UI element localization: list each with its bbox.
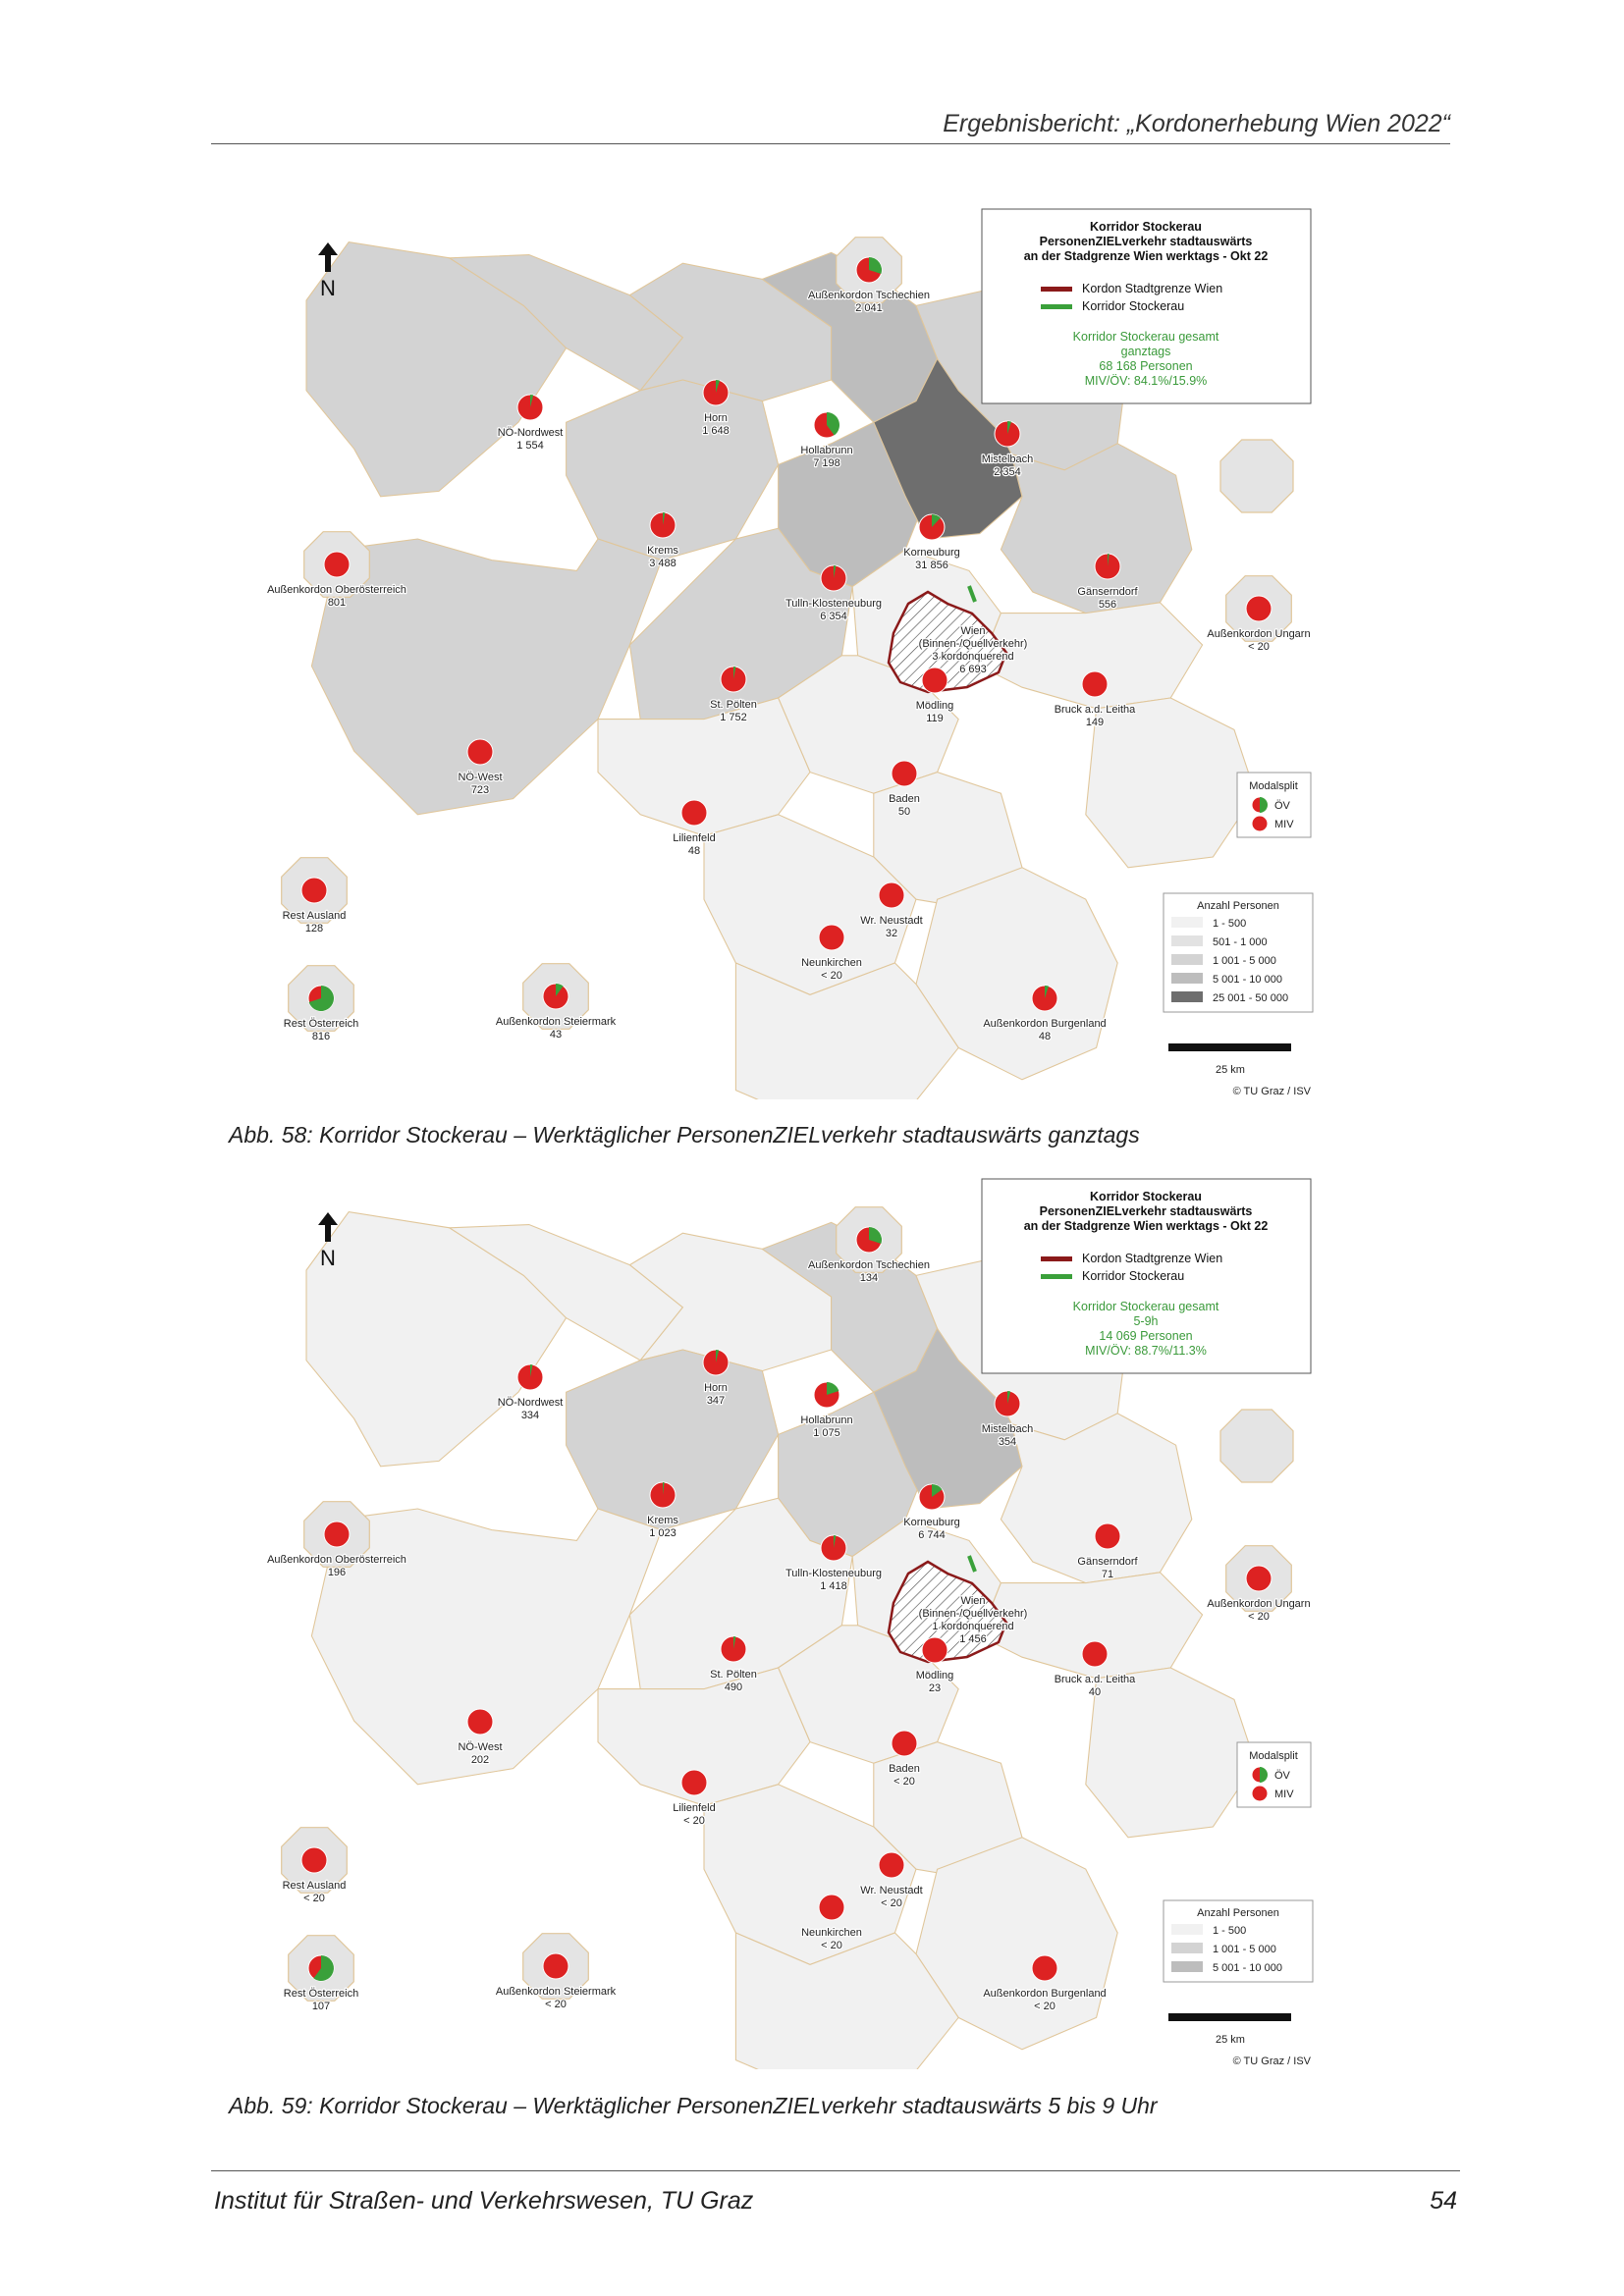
region-name: Baden [889,793,920,805]
legend-title-line: PersonenZIELverkehr stadtauswärts [1039,235,1253,248]
district-ungarn [1086,1668,1256,1838]
region-value: 134 [859,1272,879,1284]
region-name: Lilienfeld [673,832,716,844]
legend-total-line: 14 069 Personen [1099,1329,1193,1343]
modal-pie-13 [1082,1641,1108,1667]
modalsplit-miv-label: MIV [1274,819,1294,830]
anzahl-title: Anzahl Personen [1197,1907,1279,1919]
region-name: NÖ-West [458,1741,503,1753]
modal-pie-22 [1032,986,1057,1011]
region-name: Hollabrunn [800,445,853,456]
region-name: NÖ-Nordwest [497,1397,564,1409]
region-name: Außenkordon Burgenland [983,1018,1107,1030]
wien-label-line: 1 kordonquerend [932,1621,1014,1632]
region-name: Korneuburg [903,1517,960,1528]
scale-bar [1168,1043,1291,1051]
outer-cordon-octagon-empty [1220,440,1293,512]
region-value: < 20 [1248,1611,1270,1623]
anzahl-class-label: 25 001 - 50 000 [1213,992,1289,1004]
region-name: Bruck a.d. Leitha [1054,1674,1136,1685]
region-value: 1 418 [820,1580,847,1592]
footer-rule [211,2170,1460,2171]
modal-pie-4 [995,421,1020,447]
region-value: 119 [926,713,944,724]
anzahl-legend [1164,893,1313,1012]
modal-pie-15 [892,1731,917,1756]
title-legend [982,1179,1311,1373]
modal-pie-18 [879,882,904,908]
region-name: Mistelbach [981,1423,1034,1435]
legend-total-line: ganztags [1120,345,1171,358]
map-panel-5-9h [241,1171,1330,2069]
region-value: 71 [1101,1569,1114,1580]
region-value: < 20 [1034,2001,1056,2012]
anzahl-class-label: 1 - 500 [1213,1925,1247,1937]
modal-pie-2 [703,380,729,405]
modal-pie-19 [819,1895,844,1920]
region-name: St. Pölten [710,699,757,711]
modal-pie-20 [308,1955,334,1981]
region-name: Hollabrunn [800,1415,853,1426]
region-name: Rest Ausland [282,910,347,922]
anzahl-class-label: 5 001 - 10 000 [1213,1962,1282,1974]
legend-total-line: 68 168 Personen [1099,359,1193,373]
region-value: 1 554 [516,440,544,452]
modal-pie-11 [721,667,746,692]
region-name: Außenkordon Steiermark [495,1016,617,1028]
scale-label: 25 km [1216,2034,1245,2046]
modal-pie-14 [467,739,493,765]
modal-pie-0 [856,1227,882,1253]
legend-title-line: an der Stadgrenze Wien werktags - Okt 22 [1023,1219,1269,1233]
modal-pie-3 [814,412,839,438]
title-legend [982,209,1311,403]
modal-pie-17 [301,1847,327,1873]
region-value: 1 752 [720,712,747,723]
region-value: < 20 [1248,641,1270,653]
modal-pie-10 [1246,596,1272,621]
region-value: 2 041 [855,302,883,314]
modal-pie-8 [1095,554,1120,579]
modal-pie-22 [1032,1955,1057,1981]
region-name: Bruck a.d. Leitha [1054,704,1136,716]
modal-pie-16 [681,1770,707,1795]
modal-pie-6 [919,1484,945,1510]
outer-cordon-octagon-empty [1220,1410,1293,1482]
region-value: < 20 [821,1940,842,1951]
region-value: 50 [897,806,911,818]
anzahl-swatch [1171,935,1203,946]
legend-kordon-wien: Kordon Stadtgrenze Wien [1082,1252,1223,1265]
modal-pie-15 [892,761,917,786]
region-name: Baden [889,1763,920,1775]
copyright-label: © TU Graz / ISV [1232,1086,1311,1097]
region-value: 723 [470,784,490,796]
modalsplit-oev-symbol [1252,1767,1268,1783]
modalsplit-miv-symbol [1252,816,1268,831]
modal-pie-8 [1095,1523,1120,1549]
anzahl-swatch [1171,954,1203,965]
region-value: 354 [998,1436,1017,1448]
modal-pie-21 [543,1953,568,1979]
anzahl-swatch [1171,973,1203,984]
modal-pie-16 [681,800,707,826]
copyright-label: © TU Graz / ISV [1232,2056,1311,2067]
anzahl-class-label: 1 - 500 [1213,918,1247,930]
legend-kordon-stockerau: Korridor Stockerau [1082,1269,1185,1283]
modalsplit-title: Modalsplit [1249,1750,1298,1762]
scale-label: 25 km [1216,1064,1245,1076]
region-value: 490 [724,1682,743,1693]
legend-total-line: Korridor Stockerau gesamt [1072,1300,1219,1313]
north-label: N [320,1246,336,1270]
region-value: 48 [687,845,701,857]
modal-pie-0 [856,257,882,283]
region-value: 128 [304,923,324,934]
figure-caption-58: Abb. 58: Korridor Stockerau – Werktäglicher PersonenZIELverkehr stadtauswärts ganztags [229,1122,1140,1148]
region-value: 334 [520,1410,540,1421]
region-name: Rest Ausland [282,1880,347,1892]
modal-pie-3 [814,1382,839,1408]
region-value: 1 648 [702,425,730,437]
region-value: 556 [1098,599,1117,611]
region-value: 196 [327,1567,347,1578]
modal-pie-9 [324,552,350,577]
anzahl-swatch [1171,991,1203,1002]
region-name: Außenkordon Ungarn [1207,628,1311,640]
anzahl-class-label: 1 001 - 5 000 [1213,955,1276,967]
modal-pie-4 [995,1391,1020,1416]
region-value: < 20 [545,1999,567,2010]
modalsplit-oev-label: ÖV [1274,1770,1290,1782]
modal-pie-9 [324,1522,350,1547]
region-value: 107 [311,2001,331,2012]
region-name: Außenkordon Oberösterreich [267,1554,406,1566]
region-name: Außenkordon Tschechien [808,1259,930,1271]
modal-pie-5 [650,512,676,538]
region-name: St. Pölten [710,1669,757,1681]
modal-pie-12 [922,667,947,693]
region-value: 149 [1085,717,1105,728]
anzahl-swatch [1171,1943,1203,1953]
scale-bar [1168,2013,1291,2021]
region-name: Korneuburg [903,547,960,559]
region-value: < 20 [881,1897,902,1909]
region-value: < 20 [893,1776,915,1788]
modal-pie-20 [308,986,334,1011]
modal-pie-2 [703,1350,729,1375]
modal-pie-11 [721,1636,746,1662]
modal-pie-7 [821,565,846,591]
region-name: Neunkirchen [801,1927,862,1939]
region-value: 6 354 [820,611,847,622]
footer-institute: Institut für Straßen- und Verkehrswesen, TU Graz [214,2187,754,2215]
region-name: Tulln-Klosteneuburg [785,1568,883,1579]
anzahl-swatch [1171,1924,1203,1935]
modalsplit-miv-symbol [1252,1786,1268,1801]
modal-pie-12 [922,1637,947,1663]
region-name: Außenkordon Ungarn [1207,1598,1311,1610]
legend-title-line: PersonenZIELverkehr stadtauswärts [1039,1204,1253,1218]
modalsplit-title: Modalsplit [1249,780,1298,792]
region-value: 23 [928,1682,942,1694]
wien-label-line: 3 kordonquerend [932,651,1014,663]
region-name: Gänserndorf [1077,1556,1138,1568]
north-label: N [320,276,336,300]
region-name: Außenkordon Oberösterreich [267,584,406,596]
legend-total-line: MIV/ÖV: 84.1%/15.9% [1084,374,1208,388]
region-value: 1 023 [649,1527,677,1539]
region-name: Krems [647,545,678,557]
page-number: 54 [1430,2187,1457,2215]
anzahl-swatch [1171,1961,1203,1972]
modalsplit-oev-symbol [1252,797,1268,813]
legend-kordon-stockerau: Korridor Stockerau [1082,299,1185,313]
anzahl-legend [1164,1900,1313,1982]
legend-title-line: Korridor Stockerau [1090,1190,1202,1203]
legend-total-line: Korridor Stockerau gesamt [1072,330,1219,344]
region-name: Horn [704,412,728,424]
figure-caption-59: Abb. 59: Korridor Stockerau – Werktäglicher PersonenZIELverkehr stadtauswärts 5 bis 9 Uhr [229,2093,1158,2118]
region-value: 7 198 [813,457,840,469]
region-value: < 20 [303,1893,325,1904]
region-value: 31 856 [915,560,948,571]
wien-label-line: Wien [960,1595,986,1607]
legend-title-line: an der Stadgrenze Wien werktags - Okt 22 [1023,249,1269,263]
modal-pie-1 [517,1364,543,1390]
legend-total-line: 5-9h [1133,1314,1159,1328]
modal-pie-13 [1082,671,1108,697]
map-panel-ganztags [241,201,1330,1099]
modal-pie-17 [301,878,327,903]
region-name: Rest Österreich [283,1018,359,1030]
region-value: < 20 [821,970,842,982]
region-name: Mödling [915,700,954,712]
modal-pie-6 [919,514,945,540]
region-value: < 20 [683,1815,705,1827]
wien-label-line: (Binnen-/Quellverkehr) [918,1608,1028,1620]
region-name: Wr. Neustadt [860,915,923,927]
modalsplit-legend [1237,773,1311,837]
wien-label-line: Wien [960,625,986,637]
modal-pie-7 [821,1535,846,1561]
region-name: NÖ-Nordwest [497,427,564,439]
modal-pie-21 [543,984,568,1009]
region-name: Rest Österreich [283,1988,359,2000]
region-name: Krems [647,1515,678,1526]
region-name: Gänserndorf [1077,586,1138,598]
region-value: 202 [470,1754,490,1766]
anzahl-class-label: 501 - 1 000 [1213,936,1268,948]
region-name: Horn [704,1382,728,1394]
region-value: 48 [1038,1031,1052,1042]
modal-pie-14 [467,1709,493,1735]
region-name: Mistelbach [981,454,1034,465]
modalsplit-legend [1237,1742,1311,1807]
legend-kordon-wien: Kordon Stadtgrenze Wien [1082,282,1223,295]
modal-pie-19 [819,925,844,950]
region-value: 32 [885,928,898,939]
modal-pie-18 [879,1852,904,1878]
region-name: Wr. Neustadt [860,1885,923,1896]
anzahl-swatch [1171,917,1203,928]
region-name: Tulln-Klosteneuburg [785,598,883,610]
wien-label-line: (Binnen-/Quellverkehr) [918,638,1028,650]
legend-total-line: MIV/ÖV: 88.7%/11.3% [1085,1344,1207,1358]
region-name: Mödling [915,1670,954,1682]
region-value: 816 [311,1031,331,1042]
modal-pie-5 [650,1482,676,1508]
district-ungarn [1086,698,1256,868]
region-value: 1 075 [813,1427,840,1439]
region-name: Außenkordon Burgenland [983,1988,1107,2000]
anzahl-class-label: 5 001 - 10 000 [1213,974,1282,986]
region-name: Lilienfeld [673,1802,716,1814]
wien-label-line: 1 456 [959,1633,987,1645]
region-name: Neunkirchen [801,957,862,969]
modal-pie-1 [517,395,543,420]
region-value: 40 [1088,1686,1102,1698]
modalsplit-oev-label: ÖV [1274,800,1290,812]
region-name: Außenkordon Steiermark [495,1986,617,1998]
anzahl-title: Anzahl Personen [1197,900,1279,912]
modal-pie-10 [1246,1566,1272,1591]
region-value: 2 354 [994,466,1021,478]
region-value: 347 [706,1395,726,1407]
page-header: Ergebnisbericht: „Kordonerhebung Wien 2022“ [943,110,1450,137]
region-value: 801 [327,597,347,609]
anzahl-class-label: 1 001 - 5 000 [1213,1944,1276,1955]
region-value: 6 744 [918,1529,946,1541]
modalsplit-miv-label: MIV [1274,1789,1294,1800]
region-value: 3 488 [649,558,677,569]
region-value: 43 [549,1029,563,1041]
header-rule [211,143,1450,144]
legend-title-line: Korridor Stockerau [1090,220,1202,234]
wien-label-line: 6 693 [959,664,987,675]
region-name: NÖ-West [458,772,503,783]
region-name: Außenkordon Tschechien [808,290,930,301]
